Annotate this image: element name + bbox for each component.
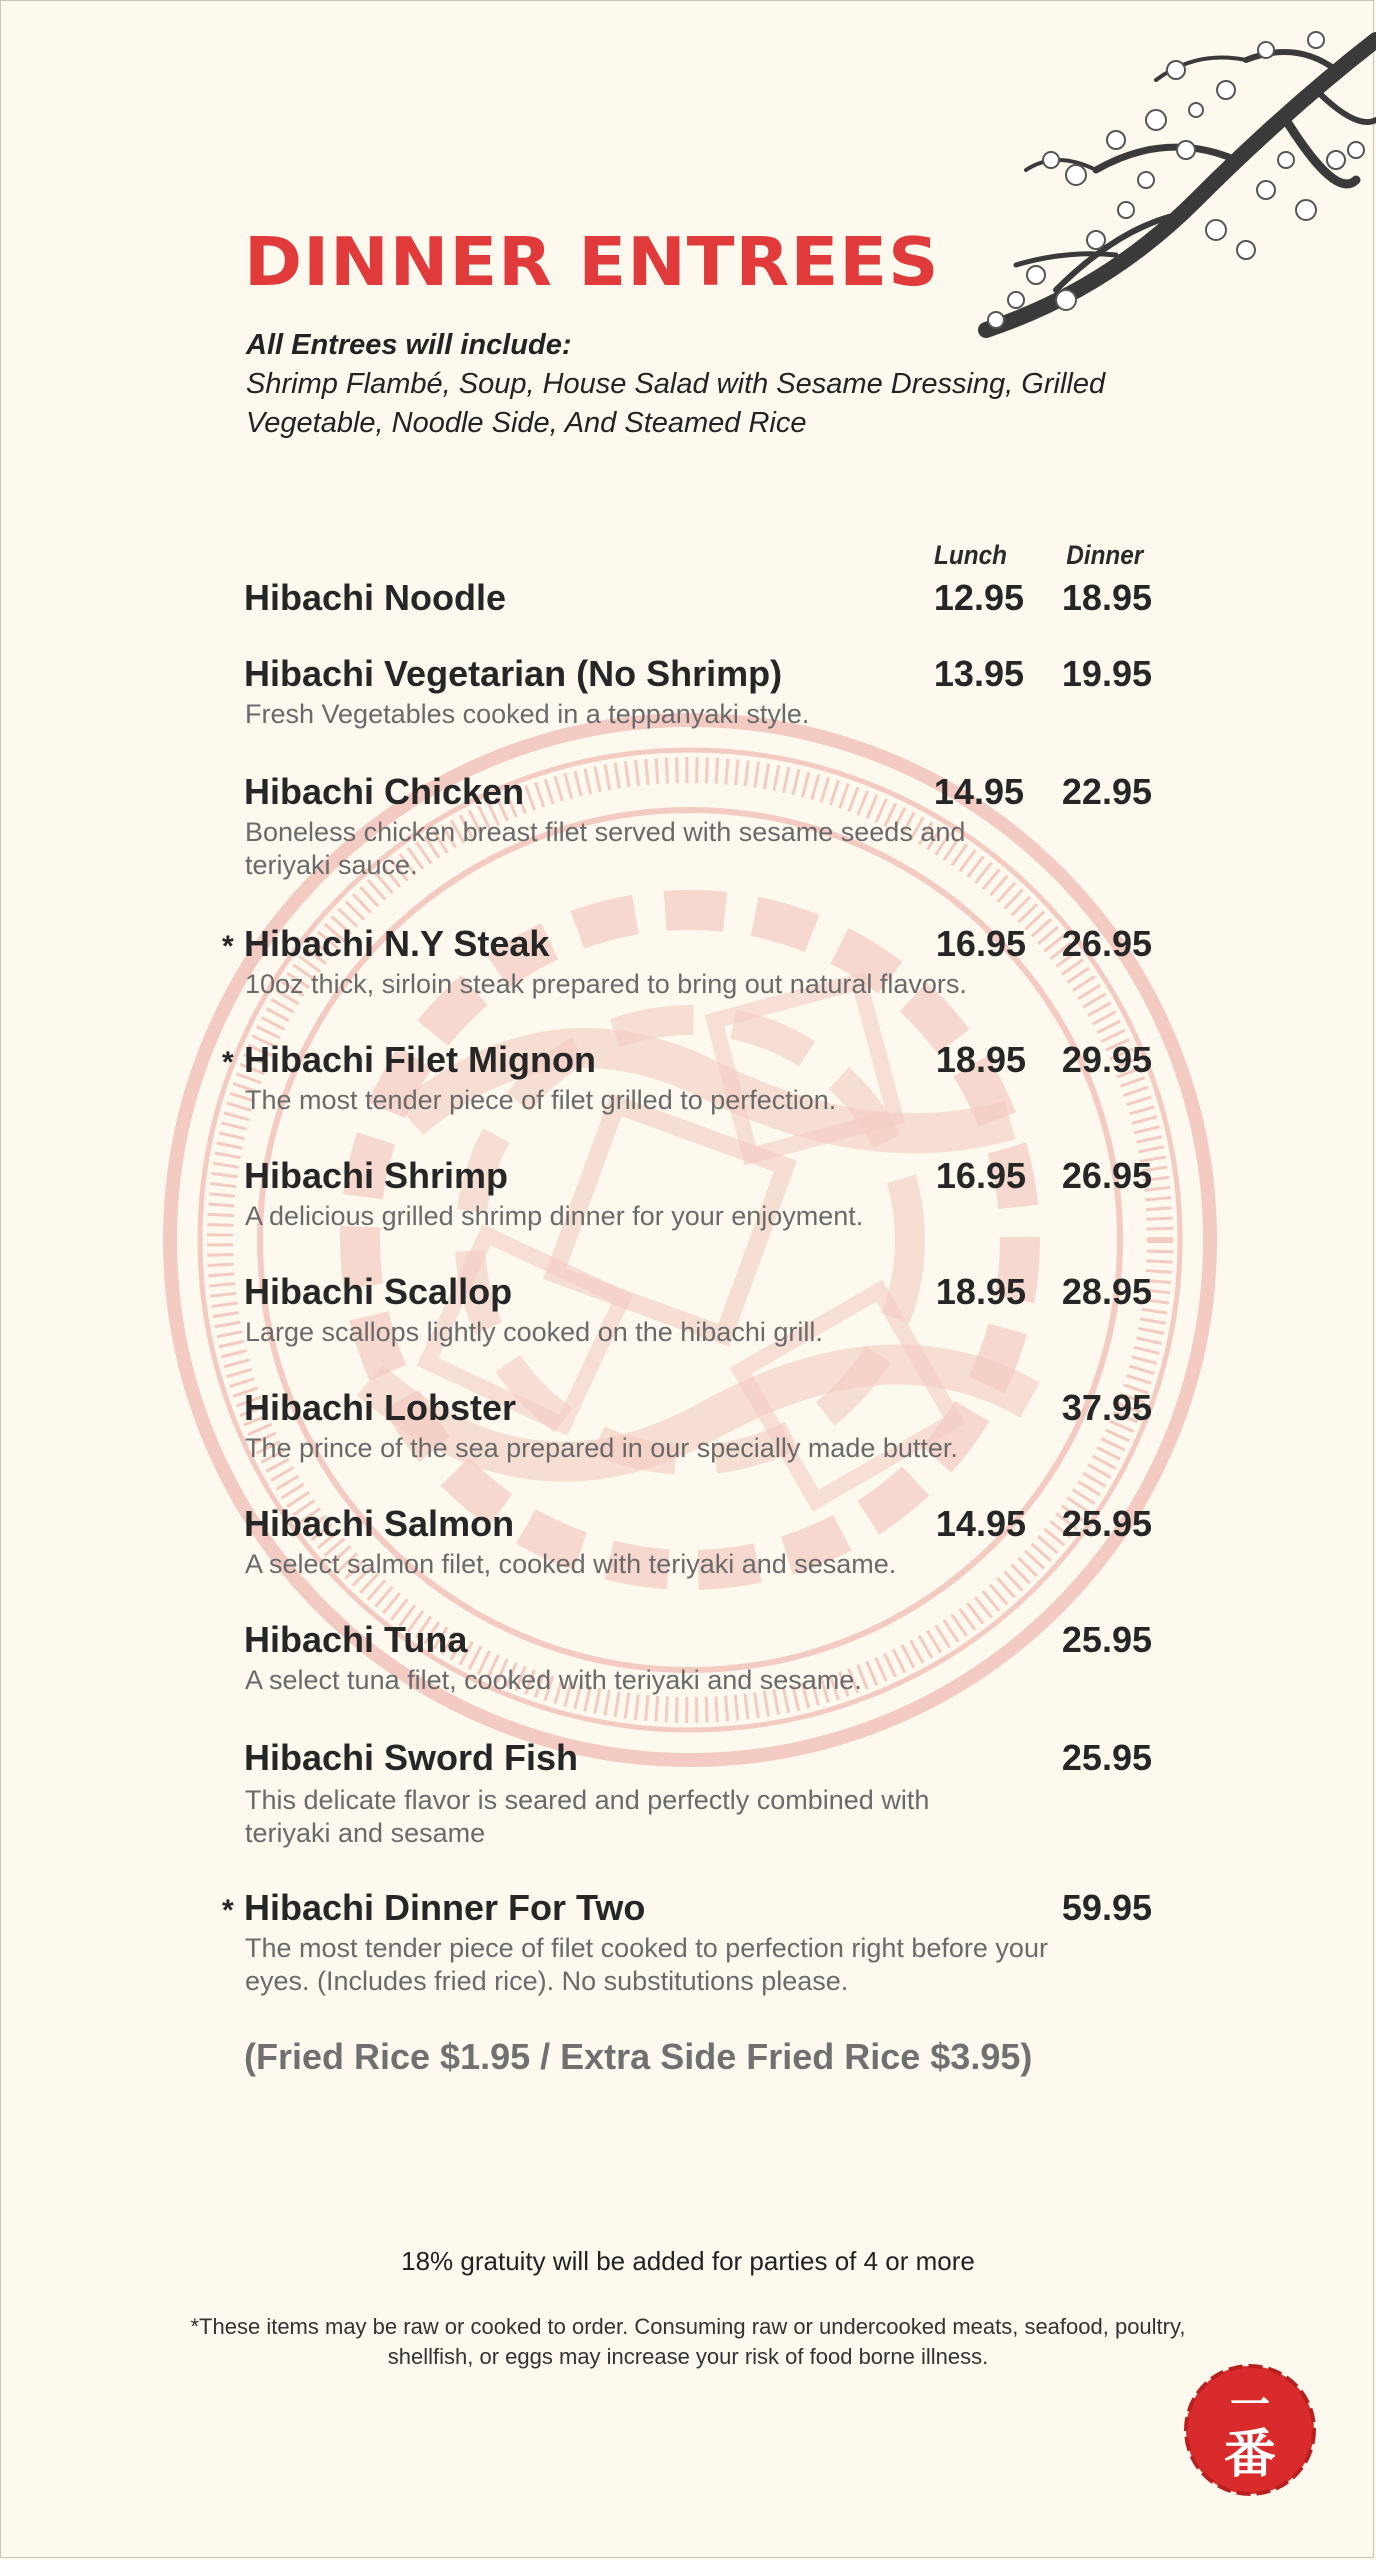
item-description: This delicate flavor is seared and perfectly combined with teriyaki and sesame [245, 1785, 930, 1848]
item-dinner-price: 26.95 [1061, 1155, 1152, 1196]
item-name: Hibachi Tuna [244, 1619, 468, 1660]
item-dinner-price: 22.95 [1061, 771, 1152, 812]
item-description: Boneless chicken breast filet served with sesame seeds and teriyaki sauce. [245, 817, 966, 880]
item-name: Hibachi Filet Mignon [244, 1039, 596, 1080]
item-description: The most tender piece of filet grilled to perfection. [245, 1085, 837, 1115]
item-name: Hibachi Scallop [244, 1271, 513, 1312]
item-dinner-price: 25.95 [1061, 1619, 1152, 1660]
restaurant-seal-logo [1180, 2360, 1320, 2500]
item-dinner-price: 59.95 [1061, 1887, 1152, 1928]
raw-item-asterisk: * [222, 930, 234, 963]
includes-lead: All Entrees will include: [246, 329, 572, 361]
item-description: The most tender piece of filet cooked to perfection right before your eyes. (Includes fried rice). No substitutions please. [245, 1933, 1048, 1996]
item-description: A select tuna filet, cooked with teriyaki and sesame. [245, 1665, 862, 1695]
seal-bottom-glyph: 番 [1223, 2425, 1277, 2485]
item-lunch-price: 16.95 [935, 1155, 1026, 1196]
entrees-includes [246, 326, 1166, 443]
item-lunch-price: 14.95 [935, 1503, 1026, 1544]
seal-top-glyph: 一 [1230, 2382, 1270, 2428]
item-dinner-price: 26.95 [1061, 923, 1152, 964]
item-name: Hibachi N.Y Steak [244, 923, 550, 964]
item-name: Hibachi Salmon [244, 1503, 515, 1544]
raw-food-disclaimer: *These items may be raw or cooked to order. Consuming raw or undercooked meats, seafood, poultry, shellfish, or eggs may increase your risk of food borne illness. [190, 2314, 1186, 2369]
item-dinner-price: 37.95 [1061, 1387, 1152, 1428]
item-lunch-price: 12.95 [933, 577, 1024, 618]
item-description: A select salmon filet, cooked with teriyaki and sesame. [245, 1549, 897, 1579]
item-description: Large scallops lightly cooked on the hibachi grill. [245, 1317, 823, 1347]
includes-text: Shrimp Flambé, Soup, House Salad with Sesame Dressing, Grilled Vegetable, Noodle Side, And Steamed Rice [246, 368, 1106, 439]
page-title: DINNER ENTREES [244, 223, 940, 301]
item-name: Hibachi Lobster [244, 1387, 517, 1428]
item-name: Hibachi Noodle [244, 577, 507, 618]
item-name: Hibachi Sword Fish [244, 1737, 579, 1778]
item-dinner-price: 28.95 [1061, 1271, 1152, 1312]
item-dinner-price: 29.95 [1061, 1039, 1152, 1080]
item-name: Hibachi Chicken [244, 771, 525, 812]
item-description: Fresh Vegetables cooked in a teppanyaki style. [245, 699, 810, 729]
item-description: The prince of the sea prepared in our specially made butter. [245, 1433, 958, 1463]
item-dinner-price: 19.95 [1061, 653, 1152, 694]
raw-item-asterisk: * [222, 1894, 234, 1927]
item-dinner-price: 18.95 [1061, 577, 1152, 618]
raw-item-asterisk: * [222, 1046, 234, 1079]
item-name: Hibachi Dinner For Two [244, 1887, 646, 1928]
item-dinner-price: 25.95 [1061, 1503, 1152, 1544]
item-name: Hibachi Vegetarian (No Shrimp) [244, 653, 783, 694]
item-dinner-price: 25.95 [1061, 1737, 1152, 1778]
item-description: A delicious grilled shrimp dinner for your enjoyment. [245, 1201, 864, 1231]
item-lunch-price: 13.95 [933, 653, 1024, 694]
item-name: Hibachi Shrimp [244, 1155, 509, 1196]
item-lunch-price: 18.95 [935, 1271, 1026, 1312]
item-lunch-price: 18.95 [935, 1039, 1026, 1080]
gratuity-notice: 18% gratuity will be added for parties of 4 or more [401, 2246, 975, 2276]
fried-rice-extras: (Fried Rice $1.95 / Extra Side Fried Rice $3.95) [244, 2036, 1033, 2077]
item-lunch-price: 16.95 [935, 923, 1026, 964]
item-description: 10oz thick, sirloin steak prepared to bring out natural flavors. [245, 969, 967, 999]
column-header-dinner: Dinner [1066, 540, 1144, 570]
cherry-blossom-branch-illustration [816, 0, 1376, 370]
column-header-lunch: Lunch [934, 540, 1007, 570]
item-lunch-price: 14.95 [933, 771, 1024, 812]
